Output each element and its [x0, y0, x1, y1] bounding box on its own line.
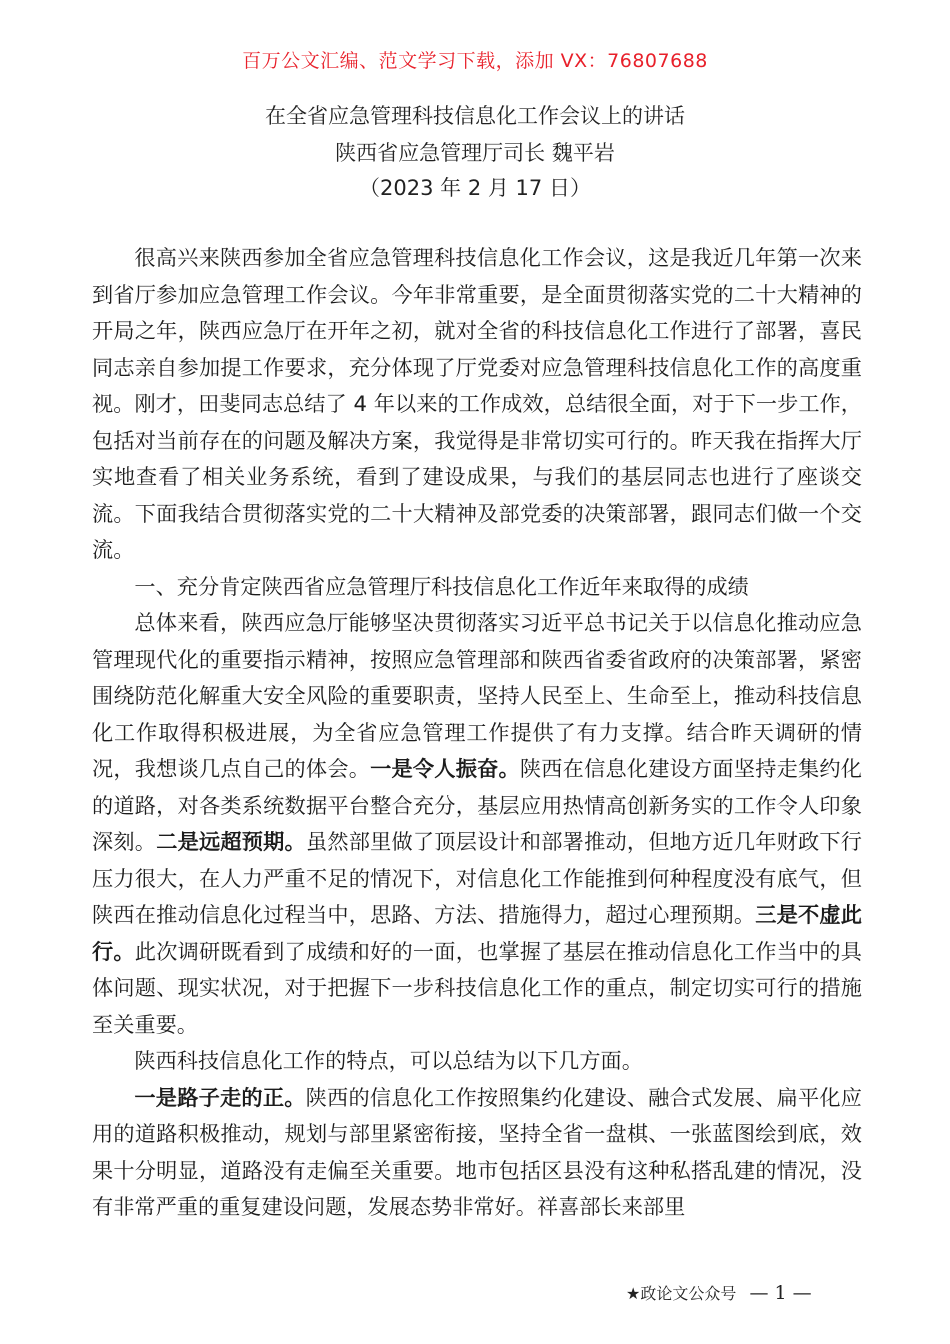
- text-segment: 陕西的信息化工作按照集约化建设、融合式发展、扁平化应用的道路积极推动，规划与部里紧密衔接，坚持全省一盘棋、一张蓝图绘到底，效果十分明显，道路没有走偏至关重要。地市包括区县没有这种私搭乱建的情况，没有非常严重的重复建设问题，发展态势非常好。祥喜部长来部里: [92, 1084, 862, 1219]
- paragraph-intro: [92, 240, 862, 569]
- speech-date: （2023 年 2 月 17 日）: [359, 176, 591, 200]
- section-heading-1: [92, 569, 862, 606]
- promo-banner: 百万公文汇编、范文学习下载，添加 VX：76807688: [242, 50, 708, 72]
- text-segment: 很高兴来陕西参加全省应急管理科技信息化工作会议，这是我近几年第一次来到省厅参加应急管理工作会议。今年非常重要，是全面贯彻落实党的二十大精神的开局之年，陕西应急厅在开年之初，就对全省的科技信息化工作进行了部署，喜民同志亲自参加提工作要求，充分体现了厅党委对应急管理科技信息化工作的高度重视。刚才，田斐同志总结了 4 年以来的工作成效，总结很全面，对于下一步工作，包括对当前存在的问题及解决方案，我觉得是非常切实可行的。昨天我在指挥大厅实地查看了相关业务系统，看到了建设成果，与我们的基层同志也进行了座谈交流。下面我结合贯彻落实党的二十大精神及部党委的决策部署，跟同志们做一个交流。: [92, 245, 862, 562]
- document-body: [92, 240, 862, 1226]
- text-segment: 此次调研既看到了成绩和好的一面，也掌握了基层在推动信息化工作当中的具体问题、现实状况，对于把握下一步科技信息化工作的重点，制定切实可行的措施至关重要。: [92, 938, 862, 1037]
- bold-point: 一是路子走的正。: [134, 1084, 306, 1110]
- bold-point: 一是令人振奋。: [370, 756, 520, 781]
- paragraph-feature-1: [92, 1080, 862, 1226]
- page-number: — 1 —: [749, 1282, 812, 1304]
- bold-point: 二是远超预期。: [156, 829, 306, 854]
- paragraph-overview: [92, 605, 862, 1043]
- page-footer: [626, 1281, 812, 1304]
- text-segment: 总体来看，陕西应急厅能够坚决贯彻落实习近平总书记关于以信息化推动应急管理现代化的重要指示精神，按照应急管理部和陕西省委省政府的决策部署，紧密围绕防范化解重大安全风险的重要职责，坚持人民至上、生命至上，推动科技信息化工作取得积极进展，为全省应急管理工作提供了有力支撑。结合昨天调研的情况，我想谈几点自己的体会。: [92, 610, 862, 781]
- speech-title: 在全省应急管理科技信息化工作会议上的讲话: [265, 104, 685, 128]
- bold-point: 三是不虚此行。: [92, 902, 862, 964]
- paragraph-features-intro: [92, 1043, 862, 1080]
- text-segment: 虽然部里做了顶层设计和部署推动，但地方近几年财政下行压力很大，在人力严重不足的情况下，对信息化工作能推到何种程度没有底气，但陕西在推动信息化过程当中，思路、方法、措施得力，超过心理预期。: [92, 829, 862, 927]
- speaker-line: 陕西省应急管理厅司长 魏平岩: [335, 141, 615, 165]
- text-segment: 一、充分肯定陕西省应急管理厅科技信息化工作近年来取得的成绩: [134, 573, 749, 599]
- text-segment: 陕西在信息化建设方面坚持走集约化的道路，对各类系统数据平台整合充分，基层应用热情高创新务实的工作令人印象深刻。: [92, 756, 862, 854]
- footer-source: ★政论文公众号: [626, 1284, 737, 1303]
- text-segment: 陕西科技信息化工作的特点，可以总结为以下几方面。: [134, 1048, 643, 1073]
